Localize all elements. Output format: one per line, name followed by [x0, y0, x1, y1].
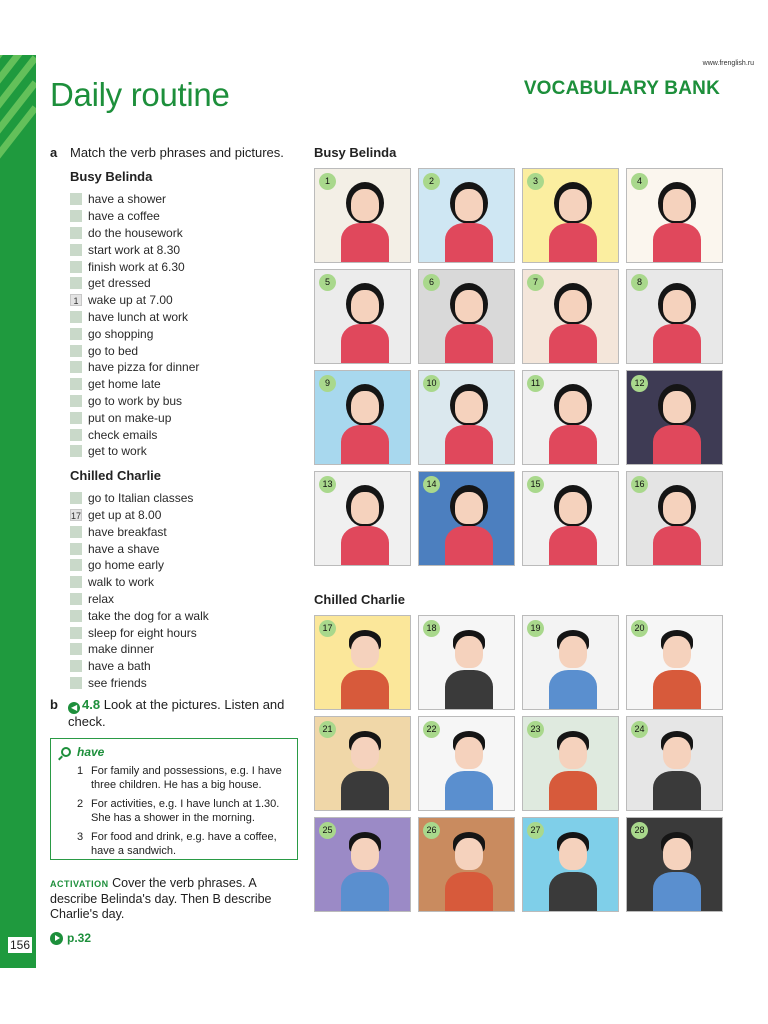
belinda-picture — [522, 471, 619, 566]
picture-number: 9 — [319, 375, 336, 392]
phrase-text: get to work — [88, 444, 147, 459]
illustration-face — [559, 737, 587, 769]
answer-box[interactable] — [70, 576, 82, 588]
exercise-b-text — [68, 697, 300, 729]
rule-number: 1 — [77, 765, 84, 777]
phrase-item — [70, 443, 300, 460]
illustration-outfit — [549, 324, 597, 364]
phrase-text: wake up at 7.00 — [88, 293, 173, 308]
phrase-text: get dressed — [88, 276, 151, 291]
illustration-outfit — [445, 526, 493, 566]
magnifier-icon — [61, 747, 71, 757]
picture-number: 21 — [319, 721, 336, 738]
phrase-text: start work at 8.30 — [88, 242, 181, 257]
audio-track[interactable]: 4.8 — [82, 697, 101, 713]
belinda-picture-grid — [314, 168, 723, 566]
answer-box[interactable] — [70, 492, 82, 504]
illustration-outfit — [445, 223, 493, 263]
phrase-item — [70, 557, 300, 574]
have-rule — [61, 797, 289, 825]
illustration-face — [663, 492, 691, 524]
phrase-item — [70, 309, 300, 326]
activation-label: ACTIVATION — [50, 879, 109, 889]
phrase-text: finish work at 6.30 — [88, 259, 185, 274]
picture-number: 17 — [319, 620, 336, 637]
answer-box[interactable] — [70, 261, 82, 273]
answer-box[interactable] — [70, 361, 82, 373]
phrase-text: have breakfast — [88, 524, 167, 539]
answer-box[interactable] — [70, 543, 82, 555]
phrase-item — [70, 591, 300, 608]
page-reference[interactable] — [50, 931, 91, 945]
phrase-item — [70, 409, 300, 426]
exercise-instruction: Look at the pictures. Listen and check. — [68, 697, 285, 730]
phrase-text: go to work by bus — [88, 393, 183, 408]
illustration-face — [455, 290, 483, 322]
phrase-item — [70, 641, 300, 658]
picture-number: 3 — [527, 173, 544, 190]
illustration-face — [455, 189, 483, 221]
belinda-picture — [418, 168, 515, 263]
phrase-text: check emails — [88, 427, 158, 442]
illustration-face — [455, 492, 483, 524]
phrase-item — [70, 191, 300, 208]
belinda-heading: Busy Belinda — [70, 169, 153, 184]
illustration-face — [351, 838, 379, 870]
answer-box[interactable]: 17 — [71, 510, 82, 521]
belinda-picture — [522, 370, 619, 465]
charlie-picture — [314, 817, 411, 912]
picture-number: 26 — [423, 822, 440, 839]
picture-number: 15 — [527, 476, 544, 493]
illustration-outfit — [341, 872, 389, 912]
picture-number: 18 — [423, 620, 440, 637]
phrase-text: go to bed — [88, 343, 139, 358]
answer-box[interactable] — [70, 412, 82, 424]
illustration-face — [351, 189, 379, 221]
illustration-face — [663, 737, 691, 769]
phrase-text: get home late — [88, 377, 161, 392]
illustration-outfit — [445, 771, 493, 811]
illustration-face — [455, 838, 483, 870]
answer-box[interactable] — [70, 395, 82, 407]
phrase-item — [70, 376, 300, 393]
belinda-picture — [626, 269, 723, 364]
belinda-picture — [626, 471, 723, 566]
charlie-pictures-title: Chilled Charlie — [314, 592, 406, 607]
picture-number: 20 — [631, 620, 648, 637]
illustration-outfit — [445, 425, 493, 465]
illustration-outfit — [445, 324, 493, 364]
illustration-outfit — [445, 670, 493, 710]
exercise-a — [50, 145, 300, 160]
phrase-text: put on make-up — [88, 410, 172, 425]
illustration-face — [455, 737, 483, 769]
charlie-picture — [314, 615, 411, 710]
picture-number: 4 — [631, 173, 648, 190]
illustration-outfit — [341, 223, 389, 263]
picture-number: 25 — [319, 822, 336, 839]
exercise-instruction: Match the verb phrases and pictures. — [70, 145, 284, 160]
rule-text: For food and drink, e.g. have a coffee, have a sandwich. — [91, 831, 277, 857]
phrase-item — [70, 507, 300, 524]
phrase-item — [70, 275, 300, 292]
picture-number: 10 — [423, 375, 440, 392]
picture-number: 27 — [527, 822, 544, 839]
illustration-outfit — [653, 526, 701, 566]
illustration-outfit — [653, 872, 701, 912]
charlie-picture — [418, 817, 515, 912]
illustration-face — [351, 391, 379, 423]
rule-number: 2 — [77, 798, 84, 810]
charlie-picture — [418, 615, 515, 710]
phrase-item — [70, 292, 300, 309]
picture-number: 28 — [631, 822, 648, 839]
phrase-item — [70, 574, 300, 591]
charlie-picture-grid — [314, 615, 723, 912]
phrase-item — [70, 523, 300, 540]
illustration-outfit — [341, 324, 389, 364]
answer-box[interactable] — [70, 627, 82, 639]
charlie-heading: Chilled Charlie — [70, 467, 162, 483]
answer-box[interactable] — [70, 610, 82, 622]
charlie-picture — [522, 716, 619, 811]
phrase-item — [70, 241, 300, 258]
phrase-item — [70, 359, 300, 376]
belinda-picture — [626, 168, 723, 263]
phrase-item — [70, 675, 300, 692]
illustration-face — [559, 189, 587, 221]
rule-text: For activities, e.g. I have lunch at 1.30. She has a shower in the morning. — [91, 798, 280, 824]
illustration-face — [455, 391, 483, 423]
charlie-picture — [626, 615, 723, 710]
picture-number: 14 — [423, 476, 440, 493]
phrase-item — [70, 225, 300, 242]
phrase-item — [70, 325, 300, 342]
phrase-item — [70, 658, 300, 675]
exercise-letter: b — [50, 697, 58, 713]
phrase-item — [70, 342, 300, 359]
answer-box[interactable] — [70, 210, 82, 222]
illustration-outfit — [341, 771, 389, 811]
illustration-face — [351, 492, 379, 524]
charlie-picture — [418, 716, 515, 811]
illustration-face — [663, 838, 691, 870]
have-rule — [61, 764, 289, 792]
phrase-item — [70, 607, 300, 624]
exercise-column — [50, 145, 300, 729]
picture-number: 12 — [631, 375, 648, 392]
phrase-text: do the housework — [88, 225, 183, 240]
have-rules-list — [61, 764, 289, 858]
belinda-picture — [418, 269, 515, 364]
picture-number: 11 — [527, 375, 544, 392]
phrase-item — [70, 258, 300, 275]
answer-box[interactable] — [70, 193, 82, 205]
belinda-picture — [626, 370, 723, 465]
audio-icon[interactable]: ◀ — [68, 702, 80, 714]
illustration-outfit — [653, 425, 701, 465]
illustration-outfit — [445, 872, 493, 912]
activation-box — [50, 876, 305, 922]
phrase-text: go shopping — [88, 326, 154, 341]
rule-number: 3 — [77, 831, 84, 843]
answer-box[interactable] — [70, 345, 82, 357]
phrase-item — [70, 393, 300, 410]
answer-box[interactable] — [70, 677, 82, 689]
phrase-text: walk to work — [88, 575, 155, 590]
exercise-b — [50, 697, 300, 729]
charlie-phrase-list — [70, 490, 300, 692]
page-number: 156 — [10, 938, 31, 952]
illustration-outfit — [549, 670, 597, 710]
phrase-text: have a shower — [88, 192, 167, 207]
belinda-picture — [314, 471, 411, 566]
belinda-picture — [418, 370, 515, 465]
answer-box[interactable] — [70, 311, 82, 323]
illustration-face — [559, 290, 587, 322]
answer-box[interactable] — [70, 643, 82, 655]
activation-text: Cover the verb phrases. A describe Belinda's day. Then B describe Charlie's day. — [50, 876, 272, 921]
illustration-outfit — [653, 324, 701, 364]
picture-number: 19 — [527, 620, 544, 637]
phrase-text: have a bath — [88, 659, 151, 674]
phrase-item — [70, 426, 300, 443]
belinda-picture — [418, 471, 515, 566]
phrase-text: go home early — [88, 558, 165, 573]
belinda-phrase-list — [70, 191, 300, 460]
rule-text: For family and possessions, e.g. I have three children. He has a big house. — [91, 765, 282, 791]
picture-number: 5 — [319, 274, 336, 291]
picture-number: 16 — [631, 476, 648, 493]
page-title: Daily routine — [50, 76, 230, 113]
illustration-face — [455, 636, 483, 668]
answer-box[interactable] — [70, 660, 82, 672]
illustration-face — [351, 737, 379, 769]
picture-number: 2 — [423, 173, 440, 190]
illustration-outfit — [653, 771, 701, 811]
phrase-text: have pizza for dinner — [88, 360, 200, 375]
phrase-item — [70, 540, 300, 557]
phrase-text: see friends — [88, 675, 147, 690]
have-heading-text: have — [77, 745, 105, 759]
illustration-outfit — [341, 670, 389, 710]
charlie-picture — [626, 817, 723, 912]
answer-box[interactable] — [70, 593, 82, 605]
phrase-text: relax — [88, 591, 115, 606]
belinda-picture — [314, 168, 411, 263]
answer-box[interactable] — [70, 429, 82, 441]
answer-box[interactable]: 1 — [70, 294, 82, 306]
illustration-face — [663, 636, 691, 668]
have-heading — [61, 745, 289, 759]
illustration-outfit — [341, 425, 389, 465]
have-grammar-box — [50, 738, 298, 860]
belinda-picture — [522, 269, 619, 364]
illustration-face — [351, 290, 379, 322]
illustration-face — [663, 290, 691, 322]
answer-box[interactable] — [70, 244, 82, 256]
illustration-outfit — [549, 872, 597, 912]
charlie-picture — [522, 817, 619, 912]
illustration-face — [559, 391, 587, 423]
answer-box[interactable] — [70, 227, 82, 239]
exercise-letter: a — [50, 145, 58, 160]
charlie-picture — [626, 716, 723, 811]
answer-box[interactable] — [70, 526, 82, 538]
illustration-outfit — [549, 223, 597, 263]
phrase-text: sleep for eight hours — [88, 625, 197, 640]
phrase-item — [70, 490, 300, 507]
belinda-pictures-title: Busy Belinda — [314, 145, 397, 160]
picture-number: 24 — [631, 721, 648, 738]
phrase-text: go to Italian classes — [88, 491, 194, 506]
illustration-face — [559, 492, 587, 524]
picture-number: 1 — [319, 173, 336, 190]
phrase-item — [70, 208, 300, 225]
answer-box[interactable] — [70, 445, 82, 457]
phrase-text: have lunch at work — [88, 309, 189, 324]
answer-box[interactable] — [70, 277, 82, 289]
phrase-text: take the dog for a walk — [88, 608, 209, 623]
section-label: VOCABULARY BANK — [523, 78, 720, 99]
picture-number: 22 — [423, 721, 440, 738]
illustration-outfit — [341, 526, 389, 566]
picture-number: 8 — [631, 274, 648, 291]
charlie-picture — [314, 716, 411, 811]
phrase-item — [70, 624, 300, 641]
picture-number: 6 — [423, 274, 440, 291]
phrase-text: make dinner — [88, 642, 155, 657]
charlie-picture — [522, 615, 619, 710]
answer-box[interactable] — [70, 378, 82, 390]
illustration-outfit — [653, 223, 701, 263]
answer-box[interactable] — [70, 559, 82, 571]
answer-box[interactable] — [70, 328, 82, 340]
illustration-face — [663, 189, 691, 221]
phrase-text: get up at 8.00 — [88, 507, 162, 522]
picture-number: 23 — [527, 721, 544, 738]
page-reference-text[interactable]: p.32 — [67, 931, 92, 945]
illustration-face — [559, 838, 587, 870]
sidebar-stripes — [0, 55, 36, 195]
site-url: www.frenglish.ru — [702, 60, 754, 67]
have-rule — [61, 830, 289, 858]
illustration-outfit — [653, 670, 701, 710]
phrase-text: have a coffee — [88, 209, 160, 224]
picture-number: 7 — [527, 274, 544, 291]
illustration-outfit — [549, 425, 597, 465]
belinda-picture — [314, 370, 411, 465]
picture-number: 13 — [319, 476, 336, 493]
phrase-text: have a shave — [88, 541, 160, 556]
illustration-face — [351, 636, 379, 668]
illustration-outfit — [549, 771, 597, 811]
illustration-face — [663, 391, 691, 423]
belinda-picture — [522, 168, 619, 263]
illustration-outfit — [549, 526, 597, 566]
belinda-picture — [314, 269, 411, 364]
illustration-face — [559, 636, 587, 668]
arrow-circle-icon — [50, 932, 63, 945]
